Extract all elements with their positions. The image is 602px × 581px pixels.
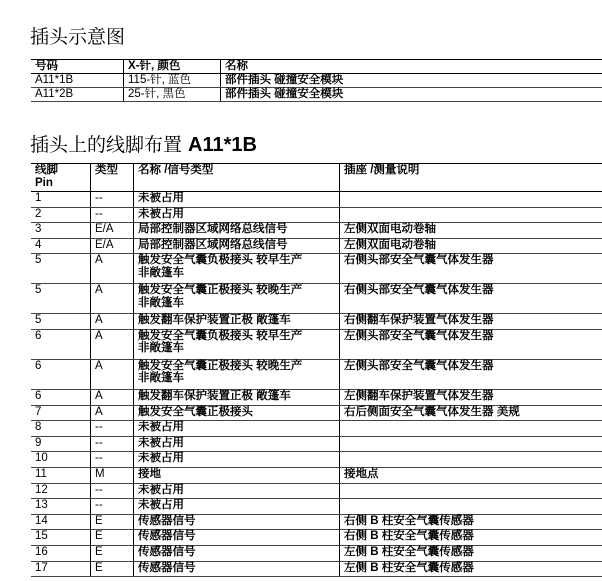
pin-number [31, 467, 91, 483]
table-row [31, 207, 602, 223]
pin-socket-text: 左侧翻车保护装置气体发生器 [344, 389, 494, 402]
pin-signal [134, 223, 340, 239]
pin-signal [134, 499, 340, 515]
pin-type-text: M [95, 467, 105, 480]
pin-socket [340, 452, 602, 468]
table-row [31, 238, 602, 254]
pin-type [91, 329, 134, 359]
pin-signal [134, 359, 340, 389]
pin-socket [340, 530, 602, 546]
pin-type-text: E [95, 545, 103, 558]
pin-signal [134, 561, 340, 577]
pin-socket [340, 254, 602, 284]
pin-signal-text: 未被占用 [138, 192, 184, 204]
header-pin-color: X-针, 颜色 [124, 60, 221, 74]
header-signal: 名称 /信号类型 [134, 164, 340, 192]
table-row [31, 530, 602, 546]
pin-socket [340, 329, 602, 359]
pin-number [31, 499, 91, 515]
pin-signal [134, 530, 340, 546]
pin-type [91, 561, 134, 577]
pin-signal-text: 未被占用 [138, 483, 184, 496]
pin-type-text: E/A [95, 223, 114, 236]
pin-socket-text: 左侧头部安全气囊气体发生器 [344, 329, 494, 342]
pin-type [91, 467, 134, 483]
pin-type-text: A [95, 359, 103, 372]
pin-socket [340, 561, 602, 577]
pin-type-text: A [95, 405, 103, 418]
pin-number [31, 192, 91, 208]
table-row [31, 359, 602, 389]
pin-signal-text: 传感器信号 [138, 514, 196, 527]
pin-socket-text: 右后侧面安全气囊气体发生器 美规 [344, 405, 520, 418]
pin-socket [340, 359, 602, 389]
pin-signal-text: 未被占用 [138, 452, 184, 465]
connector-name: 部件插头 碰撞安全模块 [221, 74, 602, 88]
pin-socket [340, 238, 602, 254]
pin-number-text: 6 [35, 329, 42, 342]
pin-number-text: 9 [35, 436, 42, 449]
pin-number-text: 2 [35, 207, 42, 220]
pin-signal-text: 未被占用 [138, 421, 184, 434]
table-row [31, 514, 602, 530]
pin-number-text: 6 [35, 389, 42, 402]
table-row [31, 74, 602, 88]
table-row [31, 314, 602, 330]
pin-type [91, 314, 134, 330]
table-row [31, 561, 602, 577]
table-row [31, 545, 602, 561]
pin-signal-text: 未被占用 [138, 436, 184, 449]
pin-number-text: 6 [35, 359, 42, 372]
pin-number [31, 314, 91, 330]
pin-socket-text: 右侧头部安全气囊气体发生器 [344, 284, 494, 297]
table-row [31, 192, 602, 208]
pin-signal [134, 314, 340, 330]
pin-table-header [31, 164, 602, 192]
connector-table [31, 59, 602, 102]
pin-socket-text: 右侧头部安全气囊气体发生器 [344, 254, 494, 267]
pin-type-text: -- [95, 421, 103, 434]
pin-number-text: 13 [35, 499, 48, 512]
pin-signal-text: 传感器信号 [138, 561, 196, 574]
pin-type [91, 254, 134, 284]
pin-signal [134, 467, 340, 483]
pin-socket [340, 499, 602, 515]
table-row [31, 436, 602, 452]
pin-number [31, 421, 91, 437]
pin-number [31, 329, 91, 359]
pin-type [91, 452, 134, 468]
pin-signal-text: 触发安全气囊正极接头 [138, 405, 253, 418]
pin-number-text: 16 [35, 545, 48, 558]
header-pin-label: 线脚 Pin [35, 164, 58, 189]
table-row [31, 389, 602, 405]
pin-number [31, 238, 91, 254]
table-row [31, 88, 602, 102]
pin-number-text: 12 [35, 483, 48, 496]
pin-signal [134, 389, 340, 405]
pin-socket-text: 右侧翻车保护装置气体发生器 [344, 314, 494, 327]
table-row [31, 254, 602, 284]
pin-socket [340, 207, 602, 223]
pin-socket-text: 左侧 B 柱安全气囊传感器 [344, 545, 474, 558]
pin-type-text: -- [95, 483, 103, 496]
pin-socket [340, 314, 602, 330]
pin-number-text: 15 [35, 530, 48, 543]
pin-number [31, 284, 91, 314]
pin-type-text: -- [95, 436, 103, 449]
pin-signal-text: 未被占用 [138, 207, 184, 220]
pin-type [91, 238, 134, 254]
table-row [31, 329, 602, 359]
pin-type-text: -- [95, 499, 103, 512]
pin-type [91, 405, 134, 421]
pin-number [31, 405, 91, 421]
pin-number [31, 545, 91, 561]
pin-type-text: A [95, 329, 103, 342]
pin-socket [340, 223, 602, 239]
pin-signal [134, 192, 340, 208]
table-row [31, 421, 602, 437]
pin-socket [340, 545, 602, 561]
pin-socket [340, 421, 602, 437]
pin-signal [134, 207, 340, 223]
pin-table-body [31, 192, 602, 577]
pin-signal [134, 238, 340, 254]
pin-number [31, 561, 91, 577]
pin-type-text: E/A [95, 238, 114, 251]
table-row [31, 483, 602, 499]
table-row [31, 284, 602, 314]
pin-signal-text: 局部控制器区域网络总线信号 [138, 223, 288, 236]
pin-type [91, 545, 134, 561]
connector-pins: 115-针, 蓝色 [124, 74, 221, 88]
pin-type-text: A [95, 284, 103, 297]
pin-signal [134, 405, 340, 421]
pin-number-text: 5 [35, 314, 42, 327]
pin-signal [134, 483, 340, 499]
pin-type-text: E [95, 530, 103, 543]
pin-number [31, 530, 91, 546]
pin-type [91, 499, 134, 515]
connector-number: A11*2B [31, 88, 124, 102]
connector-name: 部件插头 碰撞安全模块 [221, 88, 602, 102]
pin-number [31, 207, 91, 223]
pin-socket [340, 389, 602, 405]
pin-number [31, 359, 91, 389]
pin-socket [340, 405, 602, 421]
page-title: 插头示意图 [30, 26, 126, 48]
pin-table [31, 163, 602, 577]
pin-number-text: 7 [35, 405, 42, 418]
pin-signal-text: 传感器信号 [138, 530, 196, 543]
pin-socket [340, 436, 602, 452]
pin-socket-text: 右侧 B 柱安全气囊传感器 [344, 514, 474, 527]
pin-type [91, 192, 134, 208]
pin-number [31, 452, 91, 468]
pin-type-text: A [95, 314, 103, 327]
pin-signal-text: 触发安全气囊负极接头 较早生产 非敞篷车 [138, 329, 303, 355]
pin-socket [340, 514, 602, 530]
table-row [31, 452, 602, 468]
pin-type [91, 207, 134, 223]
section-title [30, 130, 257, 157]
pin-type-text: E [95, 561, 103, 574]
pin-socket [340, 192, 602, 208]
pin-type [91, 514, 134, 530]
pin-signal [134, 436, 340, 452]
header-socket: 插座 /测量说明 [340, 164, 602, 192]
pin-type-text: -- [95, 452, 103, 465]
pin-signal [134, 545, 340, 561]
pin-number-text: 5 [35, 284, 42, 297]
pin-signal-text: 触发翻车保护装置正极 敞篷车 [138, 389, 291, 402]
pin-socket [340, 483, 602, 499]
pin-number [31, 389, 91, 405]
pin-signal [134, 284, 340, 314]
pin-signal-text: 触发安全气囊负极接头 较早生产 非敞篷车 [138, 254, 303, 279]
pin-signal-text: 触发安全气囊正极接头 较晚生产 非敞篷车 [138, 359, 303, 385]
table-row [31, 405, 602, 421]
pin-socket [340, 467, 602, 483]
pin-number-text: 5 [35, 254, 42, 267]
pin-type [91, 436, 134, 452]
section-title-code: A11*1B [188, 134, 257, 156]
connector-pins: 25-针, 黑色 [124, 88, 221, 102]
pin-socket-text: 接地点 [344, 467, 379, 480]
pin-type [91, 483, 134, 499]
pin-type [91, 530, 134, 546]
pin-number [31, 254, 91, 284]
pin-socket-text: 左侧双面电动卷轴 [344, 223, 436, 236]
connector-number: A11*1B [31, 74, 124, 88]
pin-type-text: -- [95, 192, 103, 204]
pin-signal-text: 触发翻车保护装置正极 敞篷车 [138, 314, 291, 327]
header-number: 号码 [31, 60, 124, 74]
pin-socket-text: 左侧头部安全气囊气体发生器 [344, 359, 494, 372]
table-row [31, 499, 602, 515]
pin-type [91, 421, 134, 437]
pin-type [91, 284, 134, 314]
pin-type-text: E [95, 514, 103, 527]
pin-signal [134, 254, 340, 284]
pin-socket-text: 右侧 B 柱安全气囊传感器 [344, 530, 474, 543]
pin-type-text: -- [95, 207, 103, 220]
pin-type [91, 359, 134, 389]
pin-number-text: 11 [35, 467, 47, 480]
header-name: 名称 [221, 60, 602, 74]
pin-socket-text: 左侧 B 柱安全气囊传感器 [344, 561, 474, 574]
pin-number-text: 3 [35, 223, 42, 236]
pin-number-text: 4 [35, 238, 42, 251]
pin-number-text: 17 [35, 561, 48, 574]
pin-signal-text: 未被占用 [138, 499, 184, 512]
pin-signal-text: 传感器信号 [138, 545, 196, 558]
pin-signal-text: 局部控制器区域网络总线信号 [138, 238, 288, 251]
pin-number-text: 1 [35, 192, 42, 204]
header-type: 类型 [91, 164, 134, 192]
pin-socket-text: 左侧双面电动卷轴 [344, 238, 436, 251]
pin-number [31, 223, 91, 239]
connector-table-header [31, 60, 602, 74]
pin-signal-text: 接地 [138, 467, 161, 480]
pin-signal [134, 329, 340, 359]
pin-number-text: 10 [35, 452, 48, 465]
table-row [31, 223, 602, 239]
pin-type-text: A [95, 254, 103, 267]
pin-type-text: A [95, 389, 103, 402]
table-row [31, 467, 602, 483]
pin-number [31, 514, 91, 530]
pin-signal [134, 452, 340, 468]
pin-number [31, 436, 91, 452]
header-pin [31, 164, 91, 192]
pin-socket [340, 284, 602, 314]
pin-number-text: 8 [35, 421, 42, 434]
pin-type [91, 223, 134, 239]
pin-signal [134, 514, 340, 530]
section-title-text: 插头上的线脚布置 [30, 134, 189, 156]
pin-number [31, 483, 91, 499]
pin-number-text: 14 [35, 514, 48, 527]
pin-type [91, 389, 134, 405]
pin-signal-text: 触发安全气囊正极接头 较晚生产 非敞篷车 [138, 284, 303, 309]
pin-signal [134, 421, 340, 437]
